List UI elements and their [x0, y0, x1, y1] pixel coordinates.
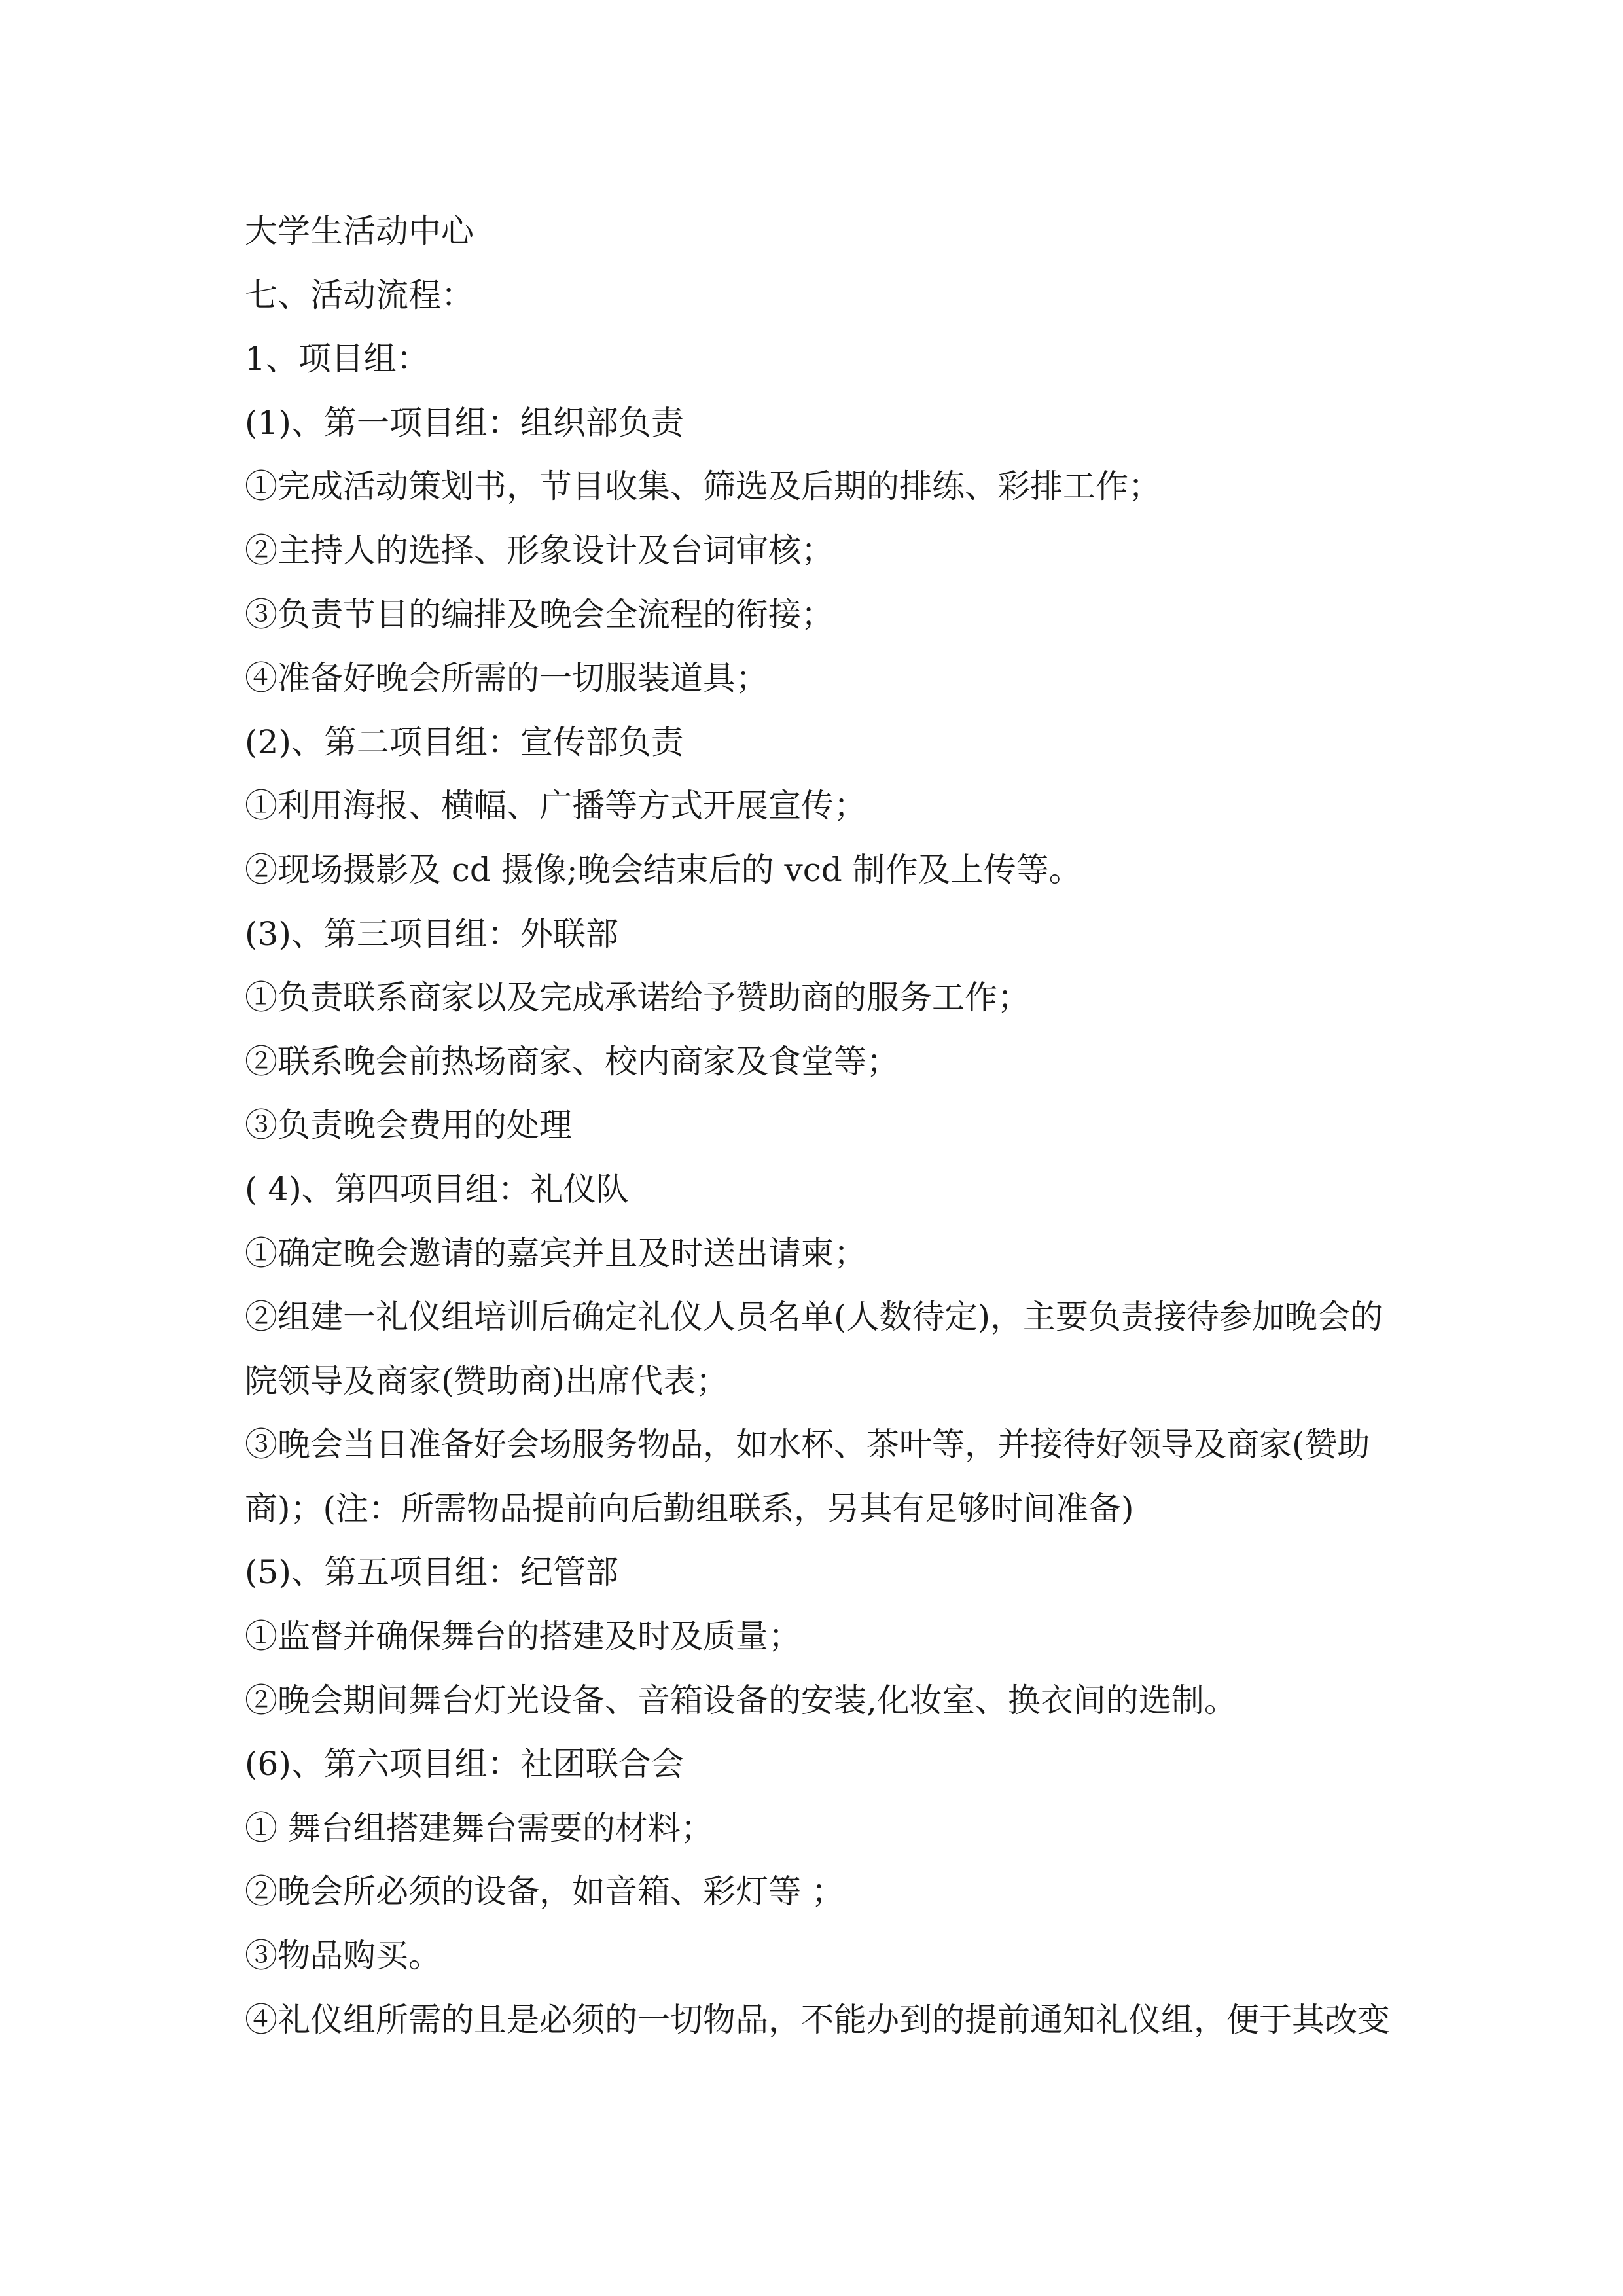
doc-group-6-title: (6)、第六项目组：社团联合会: [245, 1745, 684, 1784]
doc-group-1-title: (1)、第一项目组：组织部负责: [245, 403, 684, 442]
doc-group-3-item-1: ①负责联系商家以及完成承诺给予赞助商的服务工作；: [245, 978, 1030, 1017]
doc-heading-project-groups: 1、项目组：: [245, 340, 429, 378]
doc-group-4-item-2-cont: 院领导及商家(赞助商)出席代表；: [245, 1361, 729, 1400]
doc-group-6-item-2: ②晚会所必须的设备，如音箱、彩灯等 ；: [245, 1873, 844, 1911]
doc-group-1-item-4: ④准备好晚会所需的一切服装道具；: [245, 659, 768, 698]
doc-group-3-item-2: ②联系晚会前热场商家、校内商家及食堂等；: [245, 1042, 899, 1081]
doc-group-4-item-2: ②组建一礼仪组培训后确定礼仪人员名单(人数待定)，主要负责接待参加晚会的: [245, 1298, 1383, 1336]
doc-group-5-item-1: ①监督并确保舞台的搭建及时及质量；: [245, 1617, 801, 1656]
doc-group-4-item-3: ③晚会当日准备好会场服务物品，如水杯、茶叶等，并接待好领导及商家(赞助: [245, 1426, 1370, 1464]
doc-group-4-item-1: ①确定晚会邀请的嘉宾并且及时送出请柬；: [245, 1234, 866, 1272]
doc-group-3-title: (3)、第三项目组：外联部: [245, 914, 618, 953]
doc-group-3-item-3: ③负责晚会费用的处理: [245, 1106, 572, 1145]
doc-line-org: 大学生活动中心: [245, 212, 474, 250]
doc-group-2-item-1: ①利用海报、横幅、广播等方式开展宣传；: [245, 787, 866, 825]
doc-group-2-title: (2)、第二项目组：宣传部负责: [245, 723, 684, 761]
doc-group-1-item-3: ③负责节目的编排及晚会全流程的衔接；: [245, 595, 834, 634]
doc-group-1-item-2: ②主持人的选择、形象设计及台词审核；: [245, 531, 834, 569]
doc-group-4-title: ( 4)、第四项目组：礼仪队: [245, 1170, 629, 1208]
doc-heading-process: 七、活动流程：: [245, 276, 474, 314]
document-body: [245, 200, 1397, 2052]
doc-group-2-item-2: ②现场摄影及 cd 摄像;晚会结束后的 vcd 制作及上传等。: [245, 850, 1082, 889]
doc-group-5-item-2: ②晚会期间舞台灯光设备、音箱设备的安装,化妆室、换衣间的选制。: [245, 1681, 1237, 1719]
doc-group-6-item-1: ① 舞台组搭建舞台需要的材料；: [245, 1808, 713, 1847]
doc-group-5-title: (5)、第五项目组：纪管部: [245, 1553, 618, 1592]
doc-group-4-item-3-cont: 商)；(注：所需物品提前向后勤组联系，另其有足够时间准备): [245, 1489, 1134, 1528]
doc-group-6-item-4: ④礼仪组所需的且是必须的一切物品，不能办到的提前通知礼仪组，便于其改变: [245, 2000, 1390, 2039]
doc-group-1-item-1: ①完成活动策划书，节目收集、筛选及后期的排练、彩排工作；: [245, 467, 1161, 506]
doc-group-6-item-3: ③物品购买。: [245, 1937, 441, 1975]
